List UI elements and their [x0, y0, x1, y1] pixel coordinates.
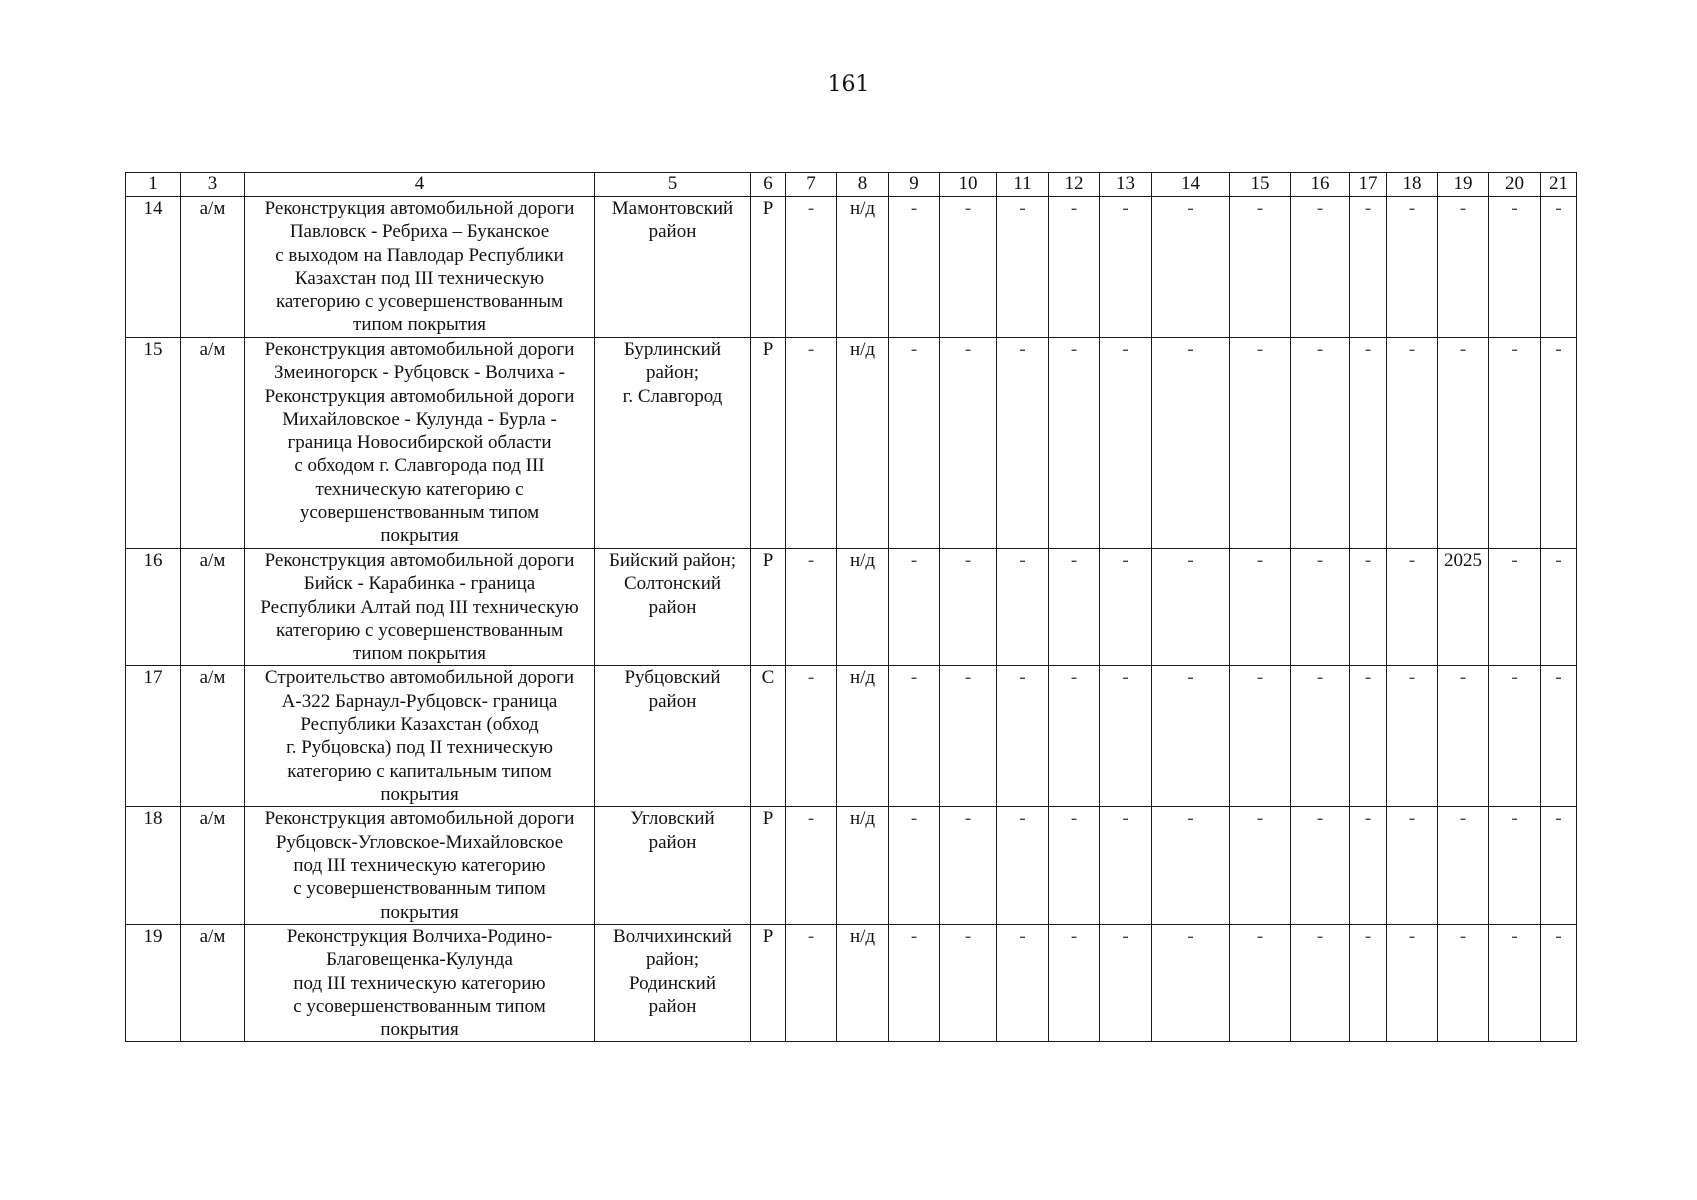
table-cell-col-20: -: [1489, 666, 1541, 807]
column-header-17: 17: [1350, 173, 1387, 197]
table-cell-col-19: 2025: [1438, 549, 1489, 666]
table-cell-col-13: -: [1100, 807, 1152, 924]
page-number: 161: [827, 72, 870, 97]
table-cell-col-17: -: [1350, 549, 1387, 666]
table-cell-col-21: -: [1541, 197, 1577, 338]
table-cell-col-17: -: [1350, 338, 1387, 549]
table-cell-col-13: -: [1100, 338, 1152, 549]
table-cell-col-6: С: [751, 666, 786, 807]
table-cell-col-10: -: [940, 666, 997, 807]
table-cell-col-1: 18: [126, 807, 181, 924]
table-cell-col-9: -: [889, 666, 940, 807]
table-cell-col-15: -: [1230, 924, 1291, 1041]
data-table: [125, 172, 1577, 1042]
table-cell-col-10: -: [940, 549, 997, 666]
table-row: [126, 197, 1577, 338]
table-cell-col-19: -: [1438, 807, 1489, 924]
table-row: [126, 338, 1577, 549]
table-cell-col-14: -: [1152, 338, 1230, 549]
table-cell-col-8: н/д: [837, 338, 889, 549]
table-cell-col-9: -: [889, 807, 940, 924]
table-cell-col-15: -: [1230, 338, 1291, 549]
table-cell-col-1: 14: [126, 197, 181, 338]
table-cell-col-16: -: [1291, 666, 1350, 807]
table-cell-col-7: -: [786, 338, 837, 549]
table-cell-col-6: Р: [751, 549, 786, 666]
table-cell-col-16: -: [1291, 807, 1350, 924]
table-cell-col-8: н/д: [837, 666, 889, 807]
table-cell-col-5: Мамонтовский район: [595, 197, 751, 338]
table-cell-col-10: -: [940, 807, 997, 924]
column-header-21: 21: [1541, 173, 1577, 197]
table-cell-col-21: -: [1541, 549, 1577, 666]
table-cell-col-17: -: [1350, 197, 1387, 338]
table-cell-col-18: -: [1387, 807, 1438, 924]
table-cell-col-11: -: [997, 924, 1049, 1041]
table-cell-col-5: Рубцовский район: [595, 666, 751, 807]
table-cell-col-17: -: [1350, 807, 1387, 924]
table-cell-col-18: -: [1387, 549, 1438, 666]
column-header-18: 18: [1387, 173, 1438, 197]
column-header-12: 12: [1049, 173, 1100, 197]
table-cell-col-9: -: [889, 924, 940, 1041]
table-cell-col-3: а/м: [181, 924, 245, 1041]
table-header-row: [126, 173, 1577, 197]
table-cell-col-16: -: [1291, 197, 1350, 338]
table-cell-col-1: 15: [126, 338, 181, 549]
table-row: [126, 807, 1577, 924]
table-cell-col-15: -: [1230, 197, 1291, 338]
column-header-10: 10: [940, 173, 997, 197]
table-cell-col-12: -: [1049, 549, 1100, 666]
table-cell-col-6: Р: [751, 197, 786, 338]
table-cell-col-12: -: [1049, 197, 1100, 338]
table-cell-col-12: -: [1049, 807, 1100, 924]
table-cell-col-3: а/м: [181, 197, 245, 338]
table-cell-col-13: -: [1100, 549, 1152, 666]
table-cell-col-8: н/д: [837, 924, 889, 1041]
table-cell-col-12: -: [1049, 924, 1100, 1041]
table-cell-col-7: -: [786, 924, 837, 1041]
table-cell-col-14: -: [1152, 807, 1230, 924]
table-cell-col-15: -: [1230, 807, 1291, 924]
table-cell-col-9: -: [889, 338, 940, 549]
table-cell-col-9: -: [889, 197, 940, 338]
table-cell-col-5: Бийский район; Солтонский район: [595, 549, 751, 666]
table-cell-col-13: -: [1100, 197, 1152, 338]
table-row: [126, 924, 1577, 1041]
column-header-3: 3: [181, 173, 245, 197]
table-cell-col-21: -: [1541, 924, 1577, 1041]
table-cell-col-19: -: [1438, 338, 1489, 549]
table-cell-col-7: -: [786, 197, 837, 338]
table-cell-col-10: -: [940, 197, 997, 338]
table-cell-col-16: -: [1291, 338, 1350, 549]
column-header-8: 8: [837, 173, 889, 197]
table-cell-col-15: -: [1230, 666, 1291, 807]
table-cell-col-10: -: [940, 924, 997, 1041]
table-cell-col-8: н/д: [837, 549, 889, 666]
table-cell-col-11: -: [997, 549, 1049, 666]
table-cell-col-11: -: [997, 197, 1049, 338]
column-header-7: 7: [786, 173, 837, 197]
table-cell-col-21: -: [1541, 807, 1577, 924]
table-cell-col-21: -: [1541, 666, 1577, 807]
table-cell-col-11: -: [997, 338, 1049, 549]
table-cell-col-20: -: [1489, 338, 1541, 549]
column-header-20: 20: [1489, 173, 1541, 197]
table-cell-col-14: -: [1152, 197, 1230, 338]
column-header-11: 11: [997, 173, 1049, 197]
table-cell-col-18: -: [1387, 924, 1438, 1041]
table-cell-col-7: -: [786, 666, 837, 807]
table-cell-col-3: а/м: [181, 666, 245, 807]
table-cell-col-15: -: [1230, 549, 1291, 666]
column-header-19: 19: [1438, 173, 1489, 197]
table-cell-col-4: Реконструкция автомобильной дороги Павловск - Ребриха – Буканское с выходом на Павлодар Республики Казахстан под III техническую категорию с усовершенствованным типом покрытия: [245, 197, 595, 338]
column-header-15: 15: [1230, 173, 1291, 197]
table-cell-col-6: Р: [751, 338, 786, 549]
table-cell-col-20: -: [1489, 549, 1541, 666]
table-row: [126, 666, 1577, 807]
table-cell-col-19: -: [1438, 924, 1489, 1041]
table-cell-col-16: -: [1291, 549, 1350, 666]
table-cell-col-13: -: [1100, 924, 1152, 1041]
table-cell-col-3: а/м: [181, 807, 245, 924]
table-cell-col-4: Реконструкция автомобильной дороги Змеиногорск - Рубцовск - Волчиха - Реконструкция автомобильной дороги Михайловское - Кулунда - Бурла - граница Новосибирской области с обходом г. Славгорода под III техническую категорию с усовершенствованным типом покрытия: [245, 338, 595, 549]
table-cell-col-13: -: [1100, 666, 1152, 807]
table-cell-col-8: н/д: [837, 197, 889, 338]
table-cell-col-6: Р: [751, 807, 786, 924]
table-cell-col-1: 17: [126, 666, 181, 807]
column-header-13: 13: [1100, 173, 1152, 197]
table-cell-col-4: Реконструкция автомобильной дороги Рубцовск-Угловское-Михайловское под III техническую категорию с усовершенствованным типом покрытия: [245, 807, 595, 924]
table-cell-col-5: Волчихинский район; Родинский район: [595, 924, 751, 1041]
table-cell-col-10: -: [940, 338, 997, 549]
table-cell-col-20: -: [1489, 924, 1541, 1041]
table-cell-col-14: -: [1152, 549, 1230, 666]
table-cell-col-18: -: [1387, 197, 1438, 338]
table-cell-col-5: Угловский район: [595, 807, 751, 924]
table-cell-col-7: -: [786, 807, 837, 924]
column-header-16: 16: [1291, 173, 1350, 197]
table-cell-col-21: -: [1541, 338, 1577, 549]
table-cell-col-16: -: [1291, 924, 1350, 1041]
column-header-9: 9: [889, 173, 940, 197]
table-cell-col-19: -: [1438, 666, 1489, 807]
table-cell-col-12: -: [1049, 666, 1100, 807]
table-cell-col-5: Бурлинский район; г. Славгород: [595, 338, 751, 549]
table-cell-col-18: -: [1387, 338, 1438, 549]
table-cell-col-7: -: [786, 549, 837, 666]
column-header-4: 4: [245, 173, 595, 197]
table-cell-col-12: -: [1049, 338, 1100, 549]
table-cell-col-14: -: [1152, 666, 1230, 807]
table-cell-col-17: -: [1350, 924, 1387, 1041]
table-cell-col-17: -: [1350, 666, 1387, 807]
table-cell-col-6: Р: [751, 924, 786, 1041]
column-header-6: 6: [751, 173, 786, 197]
table-cell-col-11: -: [997, 666, 1049, 807]
table-cell-col-9: -: [889, 549, 940, 666]
column-header-1: 1: [126, 173, 181, 197]
table-cell-col-4: Строительство автомобильной дороги А-322 Барнаул-Рубцовск- граница Республики Казахстан (обход г. Рубцовска) под II техническую категорию с капитальным типом покрытия: [245, 666, 595, 807]
table-cell-col-20: -: [1489, 807, 1541, 924]
table-cell-col-3: а/м: [181, 549, 245, 666]
table-cell-col-19: -: [1438, 197, 1489, 338]
table-cell-col-4: Реконструкция Волчиха-Родино- Благовещенка-Кулунда под III техническую категорию с усовершенствованным типом покрытия: [245, 924, 595, 1041]
table-row: [126, 549, 1577, 666]
column-header-14: 14: [1152, 173, 1230, 197]
table-cell-col-14: -: [1152, 924, 1230, 1041]
table-cell-col-18: -: [1387, 666, 1438, 807]
column-header-5: 5: [595, 173, 751, 197]
table-cell-col-1: 16: [126, 549, 181, 666]
table-cell-col-4: Реконструкция автомобильной дороги Бийск - Карабинка - граница Республики Алтай под III техническую категорию с усовершенствованным типом покрытия: [245, 549, 595, 666]
table-cell-col-8: н/д: [837, 807, 889, 924]
table-cell-col-20: -: [1489, 197, 1541, 338]
table-cell-col-11: -: [997, 807, 1049, 924]
table-cell-col-3: а/м: [181, 338, 245, 549]
table-cell-col-1: 19: [126, 924, 181, 1041]
